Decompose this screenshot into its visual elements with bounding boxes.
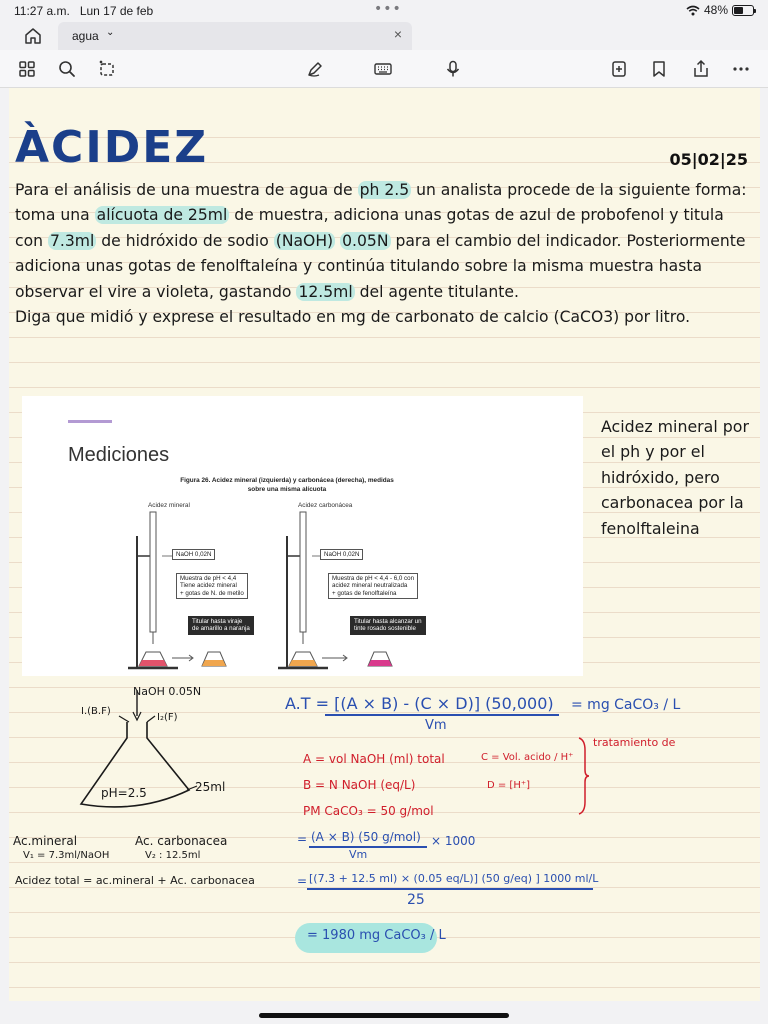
home-indicator[interactable] — [259, 1013, 509, 1018]
share-icon[interactable] — [690, 58, 712, 80]
def-b: B = N NaOH (eq/L) — [303, 778, 416, 792]
note-ac-mineral: Ac.mineral — [13, 834, 78, 848]
home-icon — [22, 26, 44, 46]
status-time: 11:27 a.m. Lun 17 de feb — [14, 4, 154, 18]
red-bracket — [577, 736, 591, 816]
battery-percent: 48% — [703, 3, 728, 17]
def-d: D = [H⁺] — [487, 780, 531, 791]
step2-equals: = — [297, 874, 308, 888]
highlight-volume-2: 12.5ml — [298, 282, 353, 301]
page-title: ÀCIDEZ — [15, 122, 209, 173]
formula-main-fraction-line — [325, 714, 559, 716]
step1-equals: = — [297, 832, 308, 846]
step1-denominator: Vm — [349, 848, 368, 861]
left-sample-label: Muestra de pH < 4,4 Tiene acidez mineral + gotas de N. de metilo — [176, 573, 248, 599]
bookmark-icon[interactable] — [648, 58, 670, 80]
def-pm: PM CaCO₃ = 50 g/mol — [303, 804, 434, 818]
note-ac-carbon: Ac. carbonacea — [135, 834, 228, 848]
figure-left-subtitle: Acidez mineral — [148, 502, 190, 509]
step1-numerator: (A × B) (50 g/mol) — [311, 830, 421, 844]
sketch-indicator-left: I.(B.F) — [81, 706, 111, 717]
step1-fraction-line — [309, 846, 427, 848]
def-a: A = vol NaOH (ml) total — [303, 752, 445, 766]
wifi-icon — [686, 5, 700, 16]
step2-fraction-line — [307, 888, 593, 890]
side-note: Acidez mineral por el ph y por el hidróxido, pero carbonacea por la fenolftaleina — [601, 417, 749, 538]
add-page-icon[interactable] — [608, 58, 630, 80]
close-tab-button[interactable]: × — [393, 26, 402, 42]
lasso-icon[interactable] — [96, 58, 118, 80]
tab-bar — [0, 22, 768, 50]
status-bar — [0, 0, 768, 22]
bracket-note: tratamiento de — [593, 736, 676, 749]
right-sample-label: Muestra de pH < 4,4 - 6,0 con acidez mineral neutralizada + gotas de fenolftaleína — [328, 573, 418, 599]
tab-label: agua — [72, 29, 99, 43]
note-date: 05|02|25 — [669, 150, 748, 169]
toolbar — [0, 50, 768, 88]
right-naoh-label: NaOH 0,02N — [320, 549, 363, 560]
keyboard-icon[interactable] — [372, 58, 394, 80]
figure-caption: Figura 26. Acidez mineral (izquierda) y carbonácea (derecha), medidas sobre una misma alícuota — [180, 477, 394, 493]
step2-numerator: [(7.3 + 12.5 ml) × (0.05 eq/L)] (50 g/eq) ] 1000 ml/L — [309, 872, 599, 885]
more-icon[interactable] — [730, 58, 752, 80]
left-naoh-label: NaOH 0,02N — [172, 549, 215, 560]
highlight-naoh: (NaOH) — [275, 231, 334, 250]
sketch-volume-label: 25ml — [195, 780, 226, 794]
status-right — [686, 3, 754, 17]
embedded-figure[interactable] — [22, 396, 583, 676]
highlight-volume: 7.3ml — [49, 231, 95, 250]
sketch-indicator-right: I₂(F) — [157, 712, 178, 723]
note-page[interactable] — [9, 88, 760, 1001]
tab-agua[interactable] — [58, 22, 412, 50]
note-total-acidity: Acidez total = ac.mineral + Ac. carbonacea — [15, 874, 255, 887]
multitasking-dots[interactable]: ••• — [374, 1, 402, 17]
result-value: = 1980 mg CaCO₃ / L — [307, 928, 446, 943]
titration-illustration — [22, 396, 583, 676]
problem-statement: Para el análisis de una muestra de agua de ph 2.5 un analista procede de la siguiente forma: toma una alícuota de 25ml de muestra, adiciona unas gotas de azul de probofenol y titula con 7.3ml de hidróxido de sodio (NaOH) 0.05N para el cambio del indicador. Posteriormente adiciona unas gotas de fenolftaleína y continúa titulando sobre la misma muestra hasta observar el vire a violeta, gastando 12.5ml del agente titulante. Diga que midió y exprese el resultado en mg de carbonato de calcio (CaCO3) por litro. — [15, 181, 747, 327]
grid-icon[interactable] — [16, 58, 38, 80]
step1-rhs: × 1000 — [431, 834, 476, 848]
highlight-aliquot: alícuota de 25ml — [96, 206, 228, 225]
microphone-icon[interactable] — [442, 58, 464, 80]
def-c: C = Vol. acido / H⁺ — [481, 752, 574, 763]
right-titrate-note: Titular hasta alcanzar un tinte rosado sostenible — [350, 616, 426, 635]
chevron-down-icon[interactable]: ⌄ — [106, 27, 115, 38]
home-button[interactable] — [22, 26, 44, 46]
figure-heading: Mediciones — [68, 444, 170, 466]
step2-denominator: 25 — [407, 892, 425, 908]
note-v1: V₁ = 7.3ml/NaOH — [23, 850, 110, 861]
sketch-ph-label: pH=2.5 — [101, 786, 147, 800]
figure-right-subtitle: Acidez carbonácea — [298, 502, 353, 509]
note-v2: V₂ : 12.5ml — [145, 850, 201, 861]
battery-icon — [732, 5, 754, 16]
formula-main-rhs: = mg CaCO₃ / L — [571, 697, 681, 713]
highlight-ph: ph 2.5 — [359, 181, 410, 199]
pen-tool-icon[interactable] — [304, 58, 326, 80]
formula-main-numerator: A.T = [(A × B) - (C × D)] (50,000) — [285, 694, 554, 713]
left-titrate-note: Titular hasta viraje de amarillo a naranja — [188, 616, 254, 635]
highlight-normality: 0.05N — [342, 231, 389, 250]
search-icon[interactable] — [56, 58, 78, 80]
formula-main-denominator: Vm — [425, 718, 447, 733]
sketch-naoh-label: NaOH 0.05N — [133, 685, 202, 698]
